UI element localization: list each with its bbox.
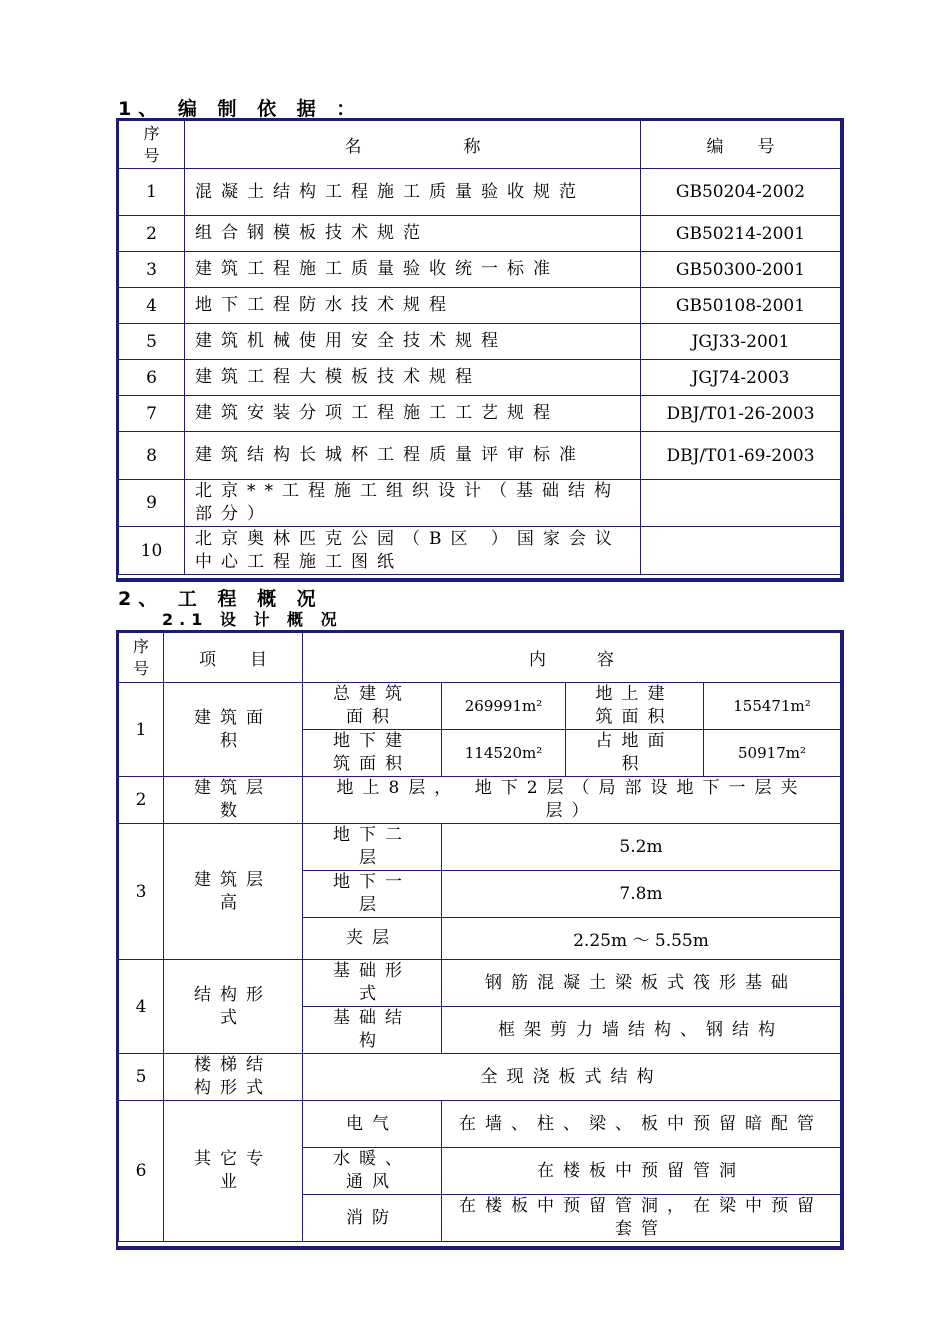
row-item: 建筑层高	[164, 824, 303, 960]
cell-value: 全现浇板式结构	[303, 1054, 841, 1101]
cell-value: 钢筋混凝土梁板式筏形基础	[442, 960, 841, 1007]
row-seq: 1	[119, 169, 185, 216]
row-name: 建筑机械使用安全技术规程	[185, 324, 641, 360]
row-seq: 3	[119, 252, 185, 288]
header-content: 内 容	[303, 633, 841, 683]
row-seq: 10	[119, 527, 185, 575]
cell-label: 夹层	[303, 918, 442, 960]
row-seq: 4	[119, 288, 185, 324]
basis-table	[118, 120, 841, 575]
row-seq: 2	[119, 777, 164, 824]
row-name: 地下工程防水技术规程	[185, 288, 641, 324]
section-1-title: 1、 编 制 依 据 ：	[118, 98, 363, 120]
row-item: 建筑面积	[164, 683, 303, 777]
cell-label: 总建筑面积	[303, 683, 442, 730]
cell-value: 114520m²	[442, 730, 566, 777]
row-seq: 1	[119, 683, 164, 777]
row-seq: 6	[119, 1101, 164, 1242]
row-code: DBJ/T01-26-2003	[641, 396, 841, 432]
row-item: 楼梯结构形式	[164, 1054, 303, 1101]
table-row	[119, 396, 841, 432]
row-seq: 4	[119, 960, 164, 1054]
row-item: 结构形式	[164, 960, 303, 1054]
cell-label: 地下建筑面积	[303, 730, 442, 777]
table-header-row	[119, 121, 841, 169]
row-seq: 9	[119, 480, 185, 527]
row-seq: 2	[119, 216, 185, 252]
row-seq: 5	[119, 1054, 164, 1101]
row-name: 组合钢模板技术规范	[185, 216, 641, 252]
row-name: 北京奥林匹克公园（B区 ）国家会议中心工程施工图纸	[185, 527, 641, 575]
cell-value: 50917m²	[704, 730, 841, 777]
cell-value: 5.2m	[442, 824, 841, 871]
cell-label: 基础形式	[303, 960, 442, 1007]
cell-label: 占地面积	[566, 730, 704, 777]
row-code: GB50300-2001	[641, 252, 841, 288]
cell-label: 地下二层	[303, 824, 442, 871]
row-code: JGJ33-2001	[641, 324, 841, 360]
cell-value: 在楼板中预留管洞，在梁中预留套管	[442, 1195, 841, 1242]
table-row	[119, 324, 841, 360]
table-row	[119, 216, 841, 252]
table-row	[119, 527, 841, 575]
table-row	[119, 960, 841, 1007]
cell-value: 2.25m ～ 5.55m	[442, 918, 841, 960]
row-item: 建筑层数	[164, 777, 303, 824]
section-2-1-subtitle: 2.1 设 计 概 况	[162, 610, 343, 629]
table-row	[119, 360, 841, 396]
cell-value: 在墙、柱、梁、板中预留暗配管	[442, 1101, 841, 1148]
row-code: GB50108-2001	[641, 288, 841, 324]
section-2-title: 2、 工 程 概 况	[118, 588, 323, 610]
row-code	[641, 527, 841, 575]
cell-value: 155471m²	[704, 683, 841, 730]
cell-label: 消防	[303, 1195, 442, 1242]
cell-value: 269991m²	[442, 683, 566, 730]
cell-value: 在楼板中预留管洞	[442, 1148, 841, 1195]
table-row	[119, 683, 841, 730]
cell-label: 基础结构	[303, 1007, 442, 1054]
row-name: 混凝土结构工程施工质量验收规范	[185, 169, 641, 216]
row-code: GB50214-2001	[641, 216, 841, 252]
row-name: 北京**工程施工组织设计（基础结构部分）	[185, 480, 641, 527]
row-code: DBJ/T01-69-2003	[641, 432, 841, 480]
cell-label: 水暖、通风	[303, 1148, 442, 1195]
table-row	[119, 288, 841, 324]
design-overview-table	[118, 632, 841, 1242]
row-name: 建筑工程施工质量验收统一标准	[185, 252, 641, 288]
row-seq: 5	[119, 324, 185, 360]
row-seq: 7	[119, 396, 185, 432]
table-row	[119, 480, 841, 527]
header-seq: 序号	[119, 121, 185, 169]
row-code: GB50204-2002	[641, 169, 841, 216]
table-row	[119, 432, 841, 480]
row-seq: 8	[119, 432, 185, 480]
table-row	[119, 777, 841, 824]
header-code: 编 号	[641, 121, 841, 169]
cell-label: 地下一层	[303, 871, 442, 918]
cell-label: 地上建筑面积	[566, 683, 704, 730]
header-seq: 序号	[119, 633, 164, 683]
table-row	[119, 1101, 841, 1148]
table-row	[119, 1054, 841, 1101]
header-item: 项 目	[164, 633, 303, 683]
row-code: JGJ74-2003	[641, 360, 841, 396]
table-row	[119, 169, 841, 216]
table-row	[119, 252, 841, 288]
header-name: 名 称	[185, 121, 641, 169]
table-row	[119, 824, 841, 871]
cell-value: 地上8层， 地下2层（局部设地下一层夹层）	[303, 777, 841, 824]
row-name: 建筑安装分项工程施工工艺规程	[185, 396, 641, 432]
cell-value: 框架剪力墙结构、钢结构	[442, 1007, 841, 1054]
row-seq: 3	[119, 824, 164, 960]
row-code	[641, 480, 841, 527]
row-name: 建筑工程大模板技术规程	[185, 360, 641, 396]
row-name: 建筑结构长城杯工程质量评审标准	[185, 432, 641, 480]
cell-label: 电气	[303, 1101, 442, 1148]
table-header-row	[119, 633, 841, 683]
row-item: 其它专业	[164, 1101, 303, 1242]
cell-value: 7.8m	[442, 871, 841, 918]
row-seq: 6	[119, 360, 185, 396]
